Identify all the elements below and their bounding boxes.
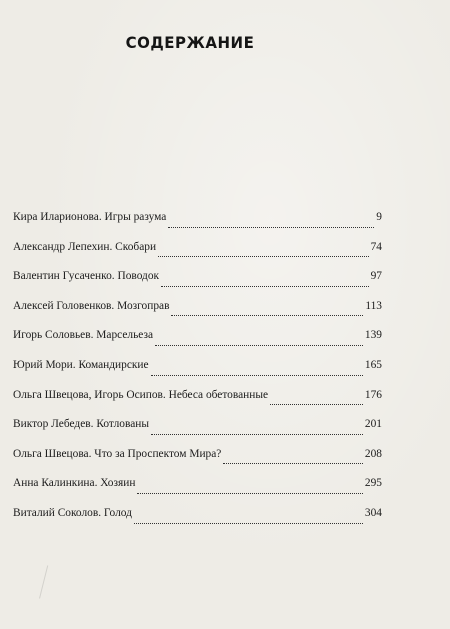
toc-entry — [13, 446, 382, 476]
toc-entry-label: Ольга Швецова. Что за Проспектом Мира? — [13, 447, 222, 460]
toc-entry-label: Александр Лепехин. Скобари — [13, 240, 157, 253]
toc-entry-label: Ольга Швецова, Игорь Осипов. Небеса обетованные — [13, 388, 269, 401]
toc-dot-leader — [137, 492, 362, 494]
toc-entry-label: Игорь Соловьев. Марсельеза — [13, 329, 154, 342]
toc-entry-label: Валентин Гусаченко. Поводок — [13, 270, 160, 283]
toc-dot-leader — [270, 403, 363, 405]
toc-dot-leader — [134, 522, 363, 524]
toc-entry-page: 139 — [364, 329, 382, 342]
toc-entry — [13, 416, 382, 446]
toc-entry-label: Алексей Головенков. Мозгоправ — [13, 299, 170, 312]
table-of-contents — [13, 209, 382, 535]
toc-dot-leader — [151, 433, 363, 435]
toc-dot-leader — [223, 462, 363, 464]
toc-entry — [13, 505, 382, 535]
toc-dot-leader — [151, 374, 363, 376]
toc-entry-page: 74 — [370, 240, 382, 253]
toc-entry-page: 304 — [364, 506, 382, 519]
toc-dot-leader — [171, 314, 363, 316]
toc-entry-page: 165 — [364, 358, 382, 371]
toc-entry — [13, 475, 382, 505]
toc-entry-page: 9 — [376, 211, 382, 223]
toc-entry — [13, 209, 382, 239]
toc-entry-page: 295 — [364, 477, 382, 490]
toc-entry — [13, 327, 382, 357]
toc-entry-page: 176 — [364, 388, 382, 401]
toc-entry-page: 97 — [370, 270, 382, 283]
toc-entry-label: Анна Калинкина. Хозяин — [13, 477, 136, 490]
toc-entry — [13, 387, 382, 417]
toc-entry-label: Виталий Соколов. Голод — [13, 506, 132, 519]
toc-dot-leader — [155, 344, 363, 346]
toc-dot-leader — [158, 255, 369, 257]
toc-entry — [13, 357, 382, 387]
toc-entry-page: 201 — [364, 418, 382, 431]
paper-mark — [39, 565, 56, 600]
toc-dot-leader — [168, 226, 374, 228]
toc-dot-leader — [161, 285, 369, 287]
toc-entry-label: Виктор Лебедев. Котлованы — [13, 418, 150, 431]
page-title: СОДЕРЖАНИЕ — [125, 33, 255, 53]
toc-entry — [13, 268, 382, 298]
toc-entry-label: Юрий Мори. Командирские — [13, 358, 149, 371]
toc-entry — [13, 298, 382, 328]
toc-entry — [13, 239, 382, 269]
toc-entry-label: Кира Иларионова. Игры разума — [13, 211, 167, 223]
toc-entry-page: 113 — [365, 299, 382, 312]
toc-entry-page: 208 — [364, 447, 382, 460]
